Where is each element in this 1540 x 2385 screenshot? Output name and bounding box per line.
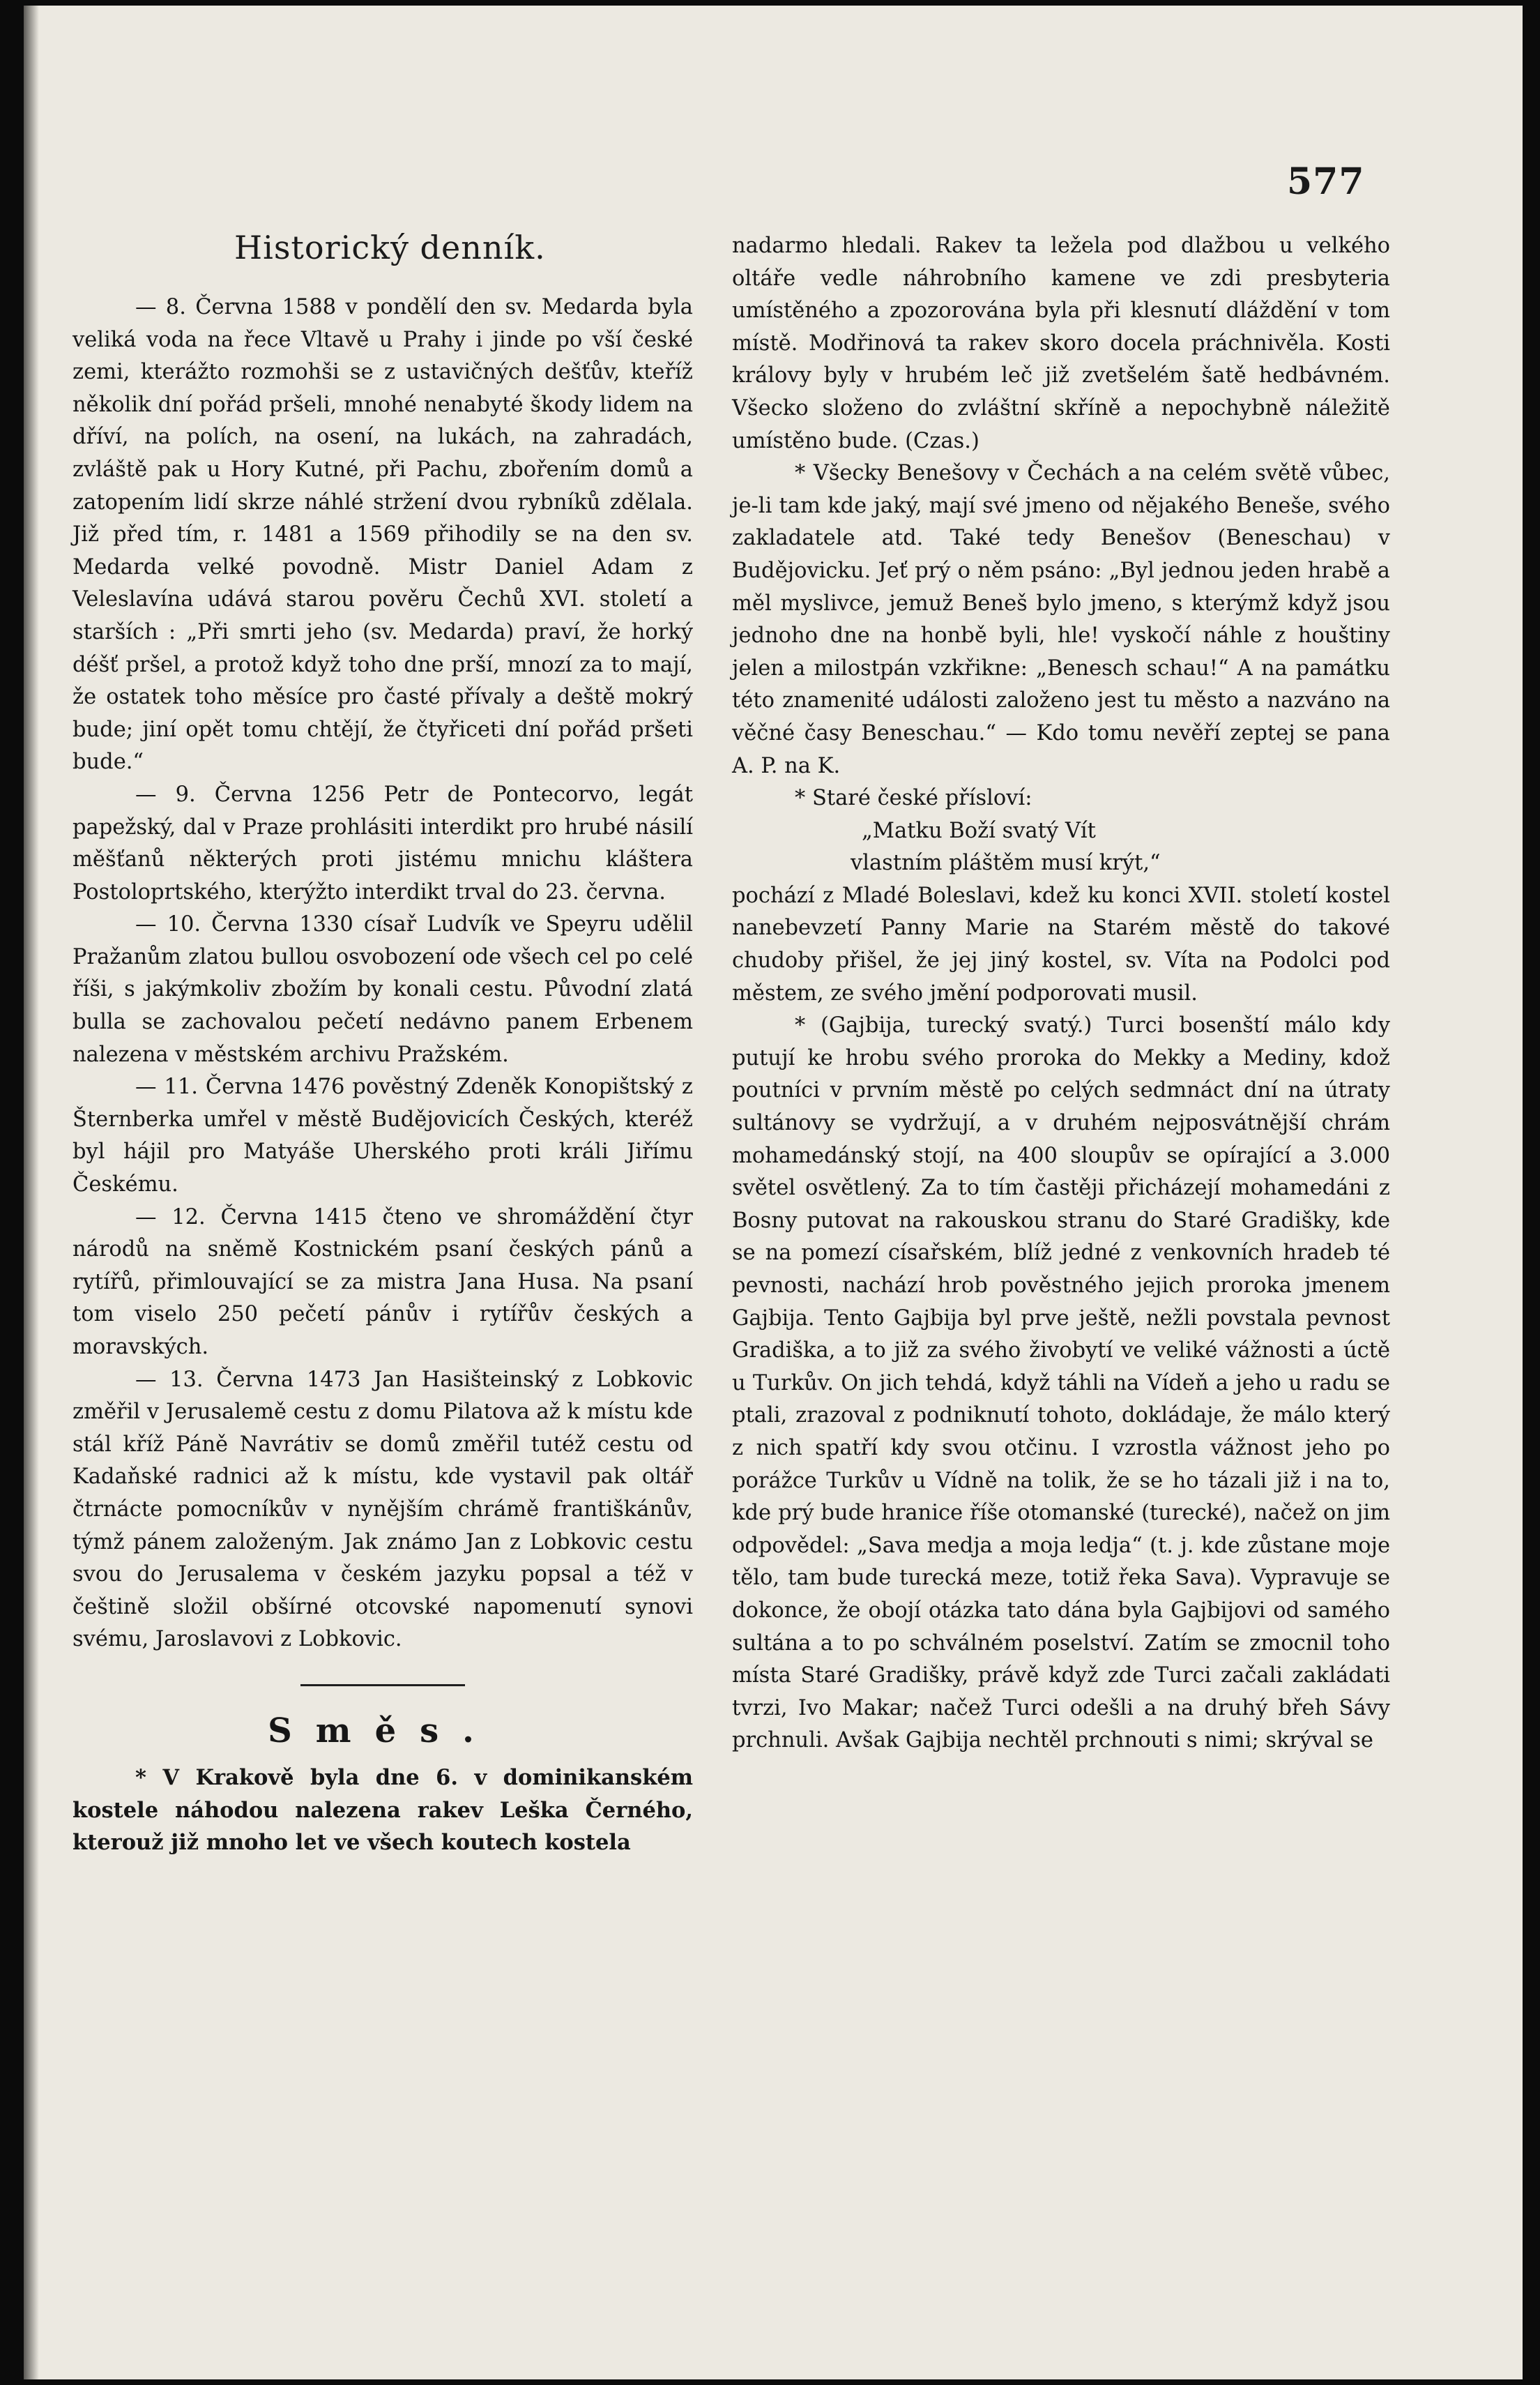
section-title-historicky-dennik: Historický denník. — [234, 229, 546, 266]
article-paragraph: * V Krakově byla dne 6. v dominikanském kostele náhodou nalezena rakev Leška Černého, kterouž již mnoho let ve všech koutech kostela — [73, 1764, 693, 1856]
article-paragraph: — 8. Června 1588 v pondělí den sv. Medarda byla veliká voda na řece Vltavě u Prahy i jinde po vší české zemi, kterážto rozmohši se z ustavičných dešťův, kteříž několik dní pořád pršeli, mnohé nenabyté škody lidem na dříví, na polích, na osení, na lukách, na zahradách, zvláště pak u Hory Kutné, při Pachu, zbořením domů a zatopením lidí skrze náhlé stržení dvou rybníků zdělala. Již před tím, r. 1481 a 1569 přihodily se na den sv. Medarda velké povodně. Mistr Daniel Adam z Veleslavína udává starou pověru Čechů XVI. století a starších : „Při smrti jeho (sv. Medarda) praví, že horký déšť pršel, a protož když toho dne prší, mnozí za to mají, že ostatek toho měsíce pro časté přívaly a deště mokrý bude; jiní opět tomu chtějí, že čtyřiceti dní pořád pršeti bude.“ — [73, 295, 693, 775]
article-paragraph: * Všecky Benešovy v Čechách a na celém světě vůbec, je-li tam kde jaký, mají své jmeno od nějakého Beneše, svého zakladatele atd. Také tedy Benešov (Beneschau) v Budějovicku. Jeť prý o něm psáno: „Byl jednou jeden hrabě a měl myslivce, jemuž Beneš bylo jmeno, s kterýmž když jsou jednoho dne na honbě byli, hle! vyskočí náhle z houštiny jelen a milostpán vzkřikne: „Benesch schau!“ A na památku této znamenité události založeno jest tu město a nazváno na věčné časy Beneschau.“ — Kdo tomu nevěří zeptej se pana A. P. na K. — [732, 461, 1390, 778]
article-paragraph: — 9. Června 1256 Petr de Pontecorvo, legát papežský, dal v Praze prohlásiti interdikt pro hrubé násilí měšťanů některých proti jistému mnichu kláštera Postoloprtského, kterýžto interdikt trval do 23. června. — [73, 782, 693, 904]
section-divider — [300, 1684, 465, 1686]
article-paragraph: pochází z Mladé Boleslavi, kdež ku konci XVII. století kostel nanebevzetí Panny Marie na Starém městě do takové chudoby přišel, že jej jiný kostel, sv. Víta na Podolci pod městem, ze svého jmění podporovati musil. — [732, 883, 1390, 1006]
proverb-line: „Matku Boží svatý Vít — [862, 818, 1096, 843]
article-paragraph: — 12. Června 1415 čteno ve shromáždění čtyr národů na sněmě Kostnickém psaní českých pánů a rytířů, přimlouvající se za mistra Jana Husa. Na psaní tom viselo 250 pečetí pánův i rytířův českých a moravských. — [73, 1204, 693, 1359]
proverb-line: vlastním pláštěm musí krýt,“ — [851, 851, 1161, 876]
newspaper-page — [24, 6, 1523, 2379]
left-column — [73, 223, 693, 1859]
page-edge-shadow — [24, 6, 39, 2379]
article-paragraph: nadarmo hledali. Rakev ta ležela pod dlažbou u velkého oltáře vedle náhrobního kamene ve zdi presbyteria umístěného a zpozorována byla při klesnutí dláždění v tom místě. Modřinová ta rakev skoro docela práchnivěla. Kosti královy byly v hrubém leč již zvetšelém šatě hedbávném. Všecko složeno do zvláštní skříně a nepochybně náležitě umístěno bude. (Czas.) — [732, 234, 1390, 453]
section-title-smes: Směs. — [268, 1711, 498, 1750]
article-paragraph: — 11. Června 1476 pověstný Zdeněk Konopištský z Šternberka umřel v městě Budějovicích Českých, kteréž byl hájil pro Matyáše Uherského proti králi Jiřímu Českému. — [73, 1075, 693, 1197]
page-number: 577 — [1287, 160, 1365, 203]
right-column — [732, 230, 1390, 1757]
article-paragraph: * (Gajbija, turecký svatý.) Turci bosenští málo kdy putují ke hrobu svého proroka do Mekky a Mediny, kdož poutníci v prvním městě po celých sedmnáct dní na útraty sultánovy se vydržují, a v druhém nejposvátnější chrám mohamedánský stojí, na 400 sloupův se opírající a 3.000 světel osvětlený. Za to tím častěji přicházejí mohamedáni z Bosny putovat na rakouskou stranu do Staré Gradišky, kde se na pomezí císařském, blíž jedné z venkovních hradeb té pevnosti, nachází hrob pověstného jejich proroka jmenem Gajbija. Tento Gajbija byl prve ještě, nežli povstala pevnost Gradiška, a to již za svého živobytí ve veliké vážnosti a úctě u Turkův. On jich tehdá, když táhli na Vídeň a jeho u radu se ptali, zrazoval z podniknutí tohoto, dokládaje, že málo který z nich spatří kdy svou otčinu. I vzrostla vážnost jeho po porážce Turkův u Vídně na tolik, že se ho tázali již i na to, kde prý bude hranice říše otomanské (turecké), načež on jim odpovědel: „Sava medja a moja ledja“ (t. j. kde zůstane moje tělo, tam bude turecká meze, totiž řeka Sava). Vypravuje se dokonce, že obojí otázka tato dána byla Gajbijovi od samého sultána a to po schválném poselství. Zatím se zmocnil toho místa Staré Gradišky, právě když zde Turci začali zakládati tvrzi, Ivo Makar; načež Turci odešli a na druhý břeh Sávy prchnuli. Avšak Gajbija nechtěl prchnouti s nimi; skrýval se — [732, 1013, 1390, 1753]
article-paragraph: — 13. Června 1473 Jan Hasišteinský z Lobkovic změřil v Jerusalemě cestu z domu Pilatova až k místu kde stál kříž Páně Navrátiv se domů změřil tutéž cestu od Kadaňské radnici až k místu, kde vystavil pak oltář čtrnácte pomocníkův v nynějším chrámě františkánův, týmž pánem založeným. Jak známo Jan z Lobkovic cestu svou do Jerusalema v českém jazyku popsal a též v češtině složil obšírné otcovské napomenutí synovi svému, Jaroslavovi z Lobkovic. — [73, 1367, 693, 1652]
article-paragraph: — 10. Června 1330 císař Ludvík ve Speyru udělil Pražanům zlatou bullou osvobození ode všech cel po celé říši, s jakýmkoliv zbožím by konali cestu. Původní zlatá bulla se zachovalou pečetí nedávno panem Erbenem nalezena v městském archivu Pražském. — [73, 912, 693, 1067]
article-paragraph: * Staré české přísloví: — [795, 786, 1032, 811]
